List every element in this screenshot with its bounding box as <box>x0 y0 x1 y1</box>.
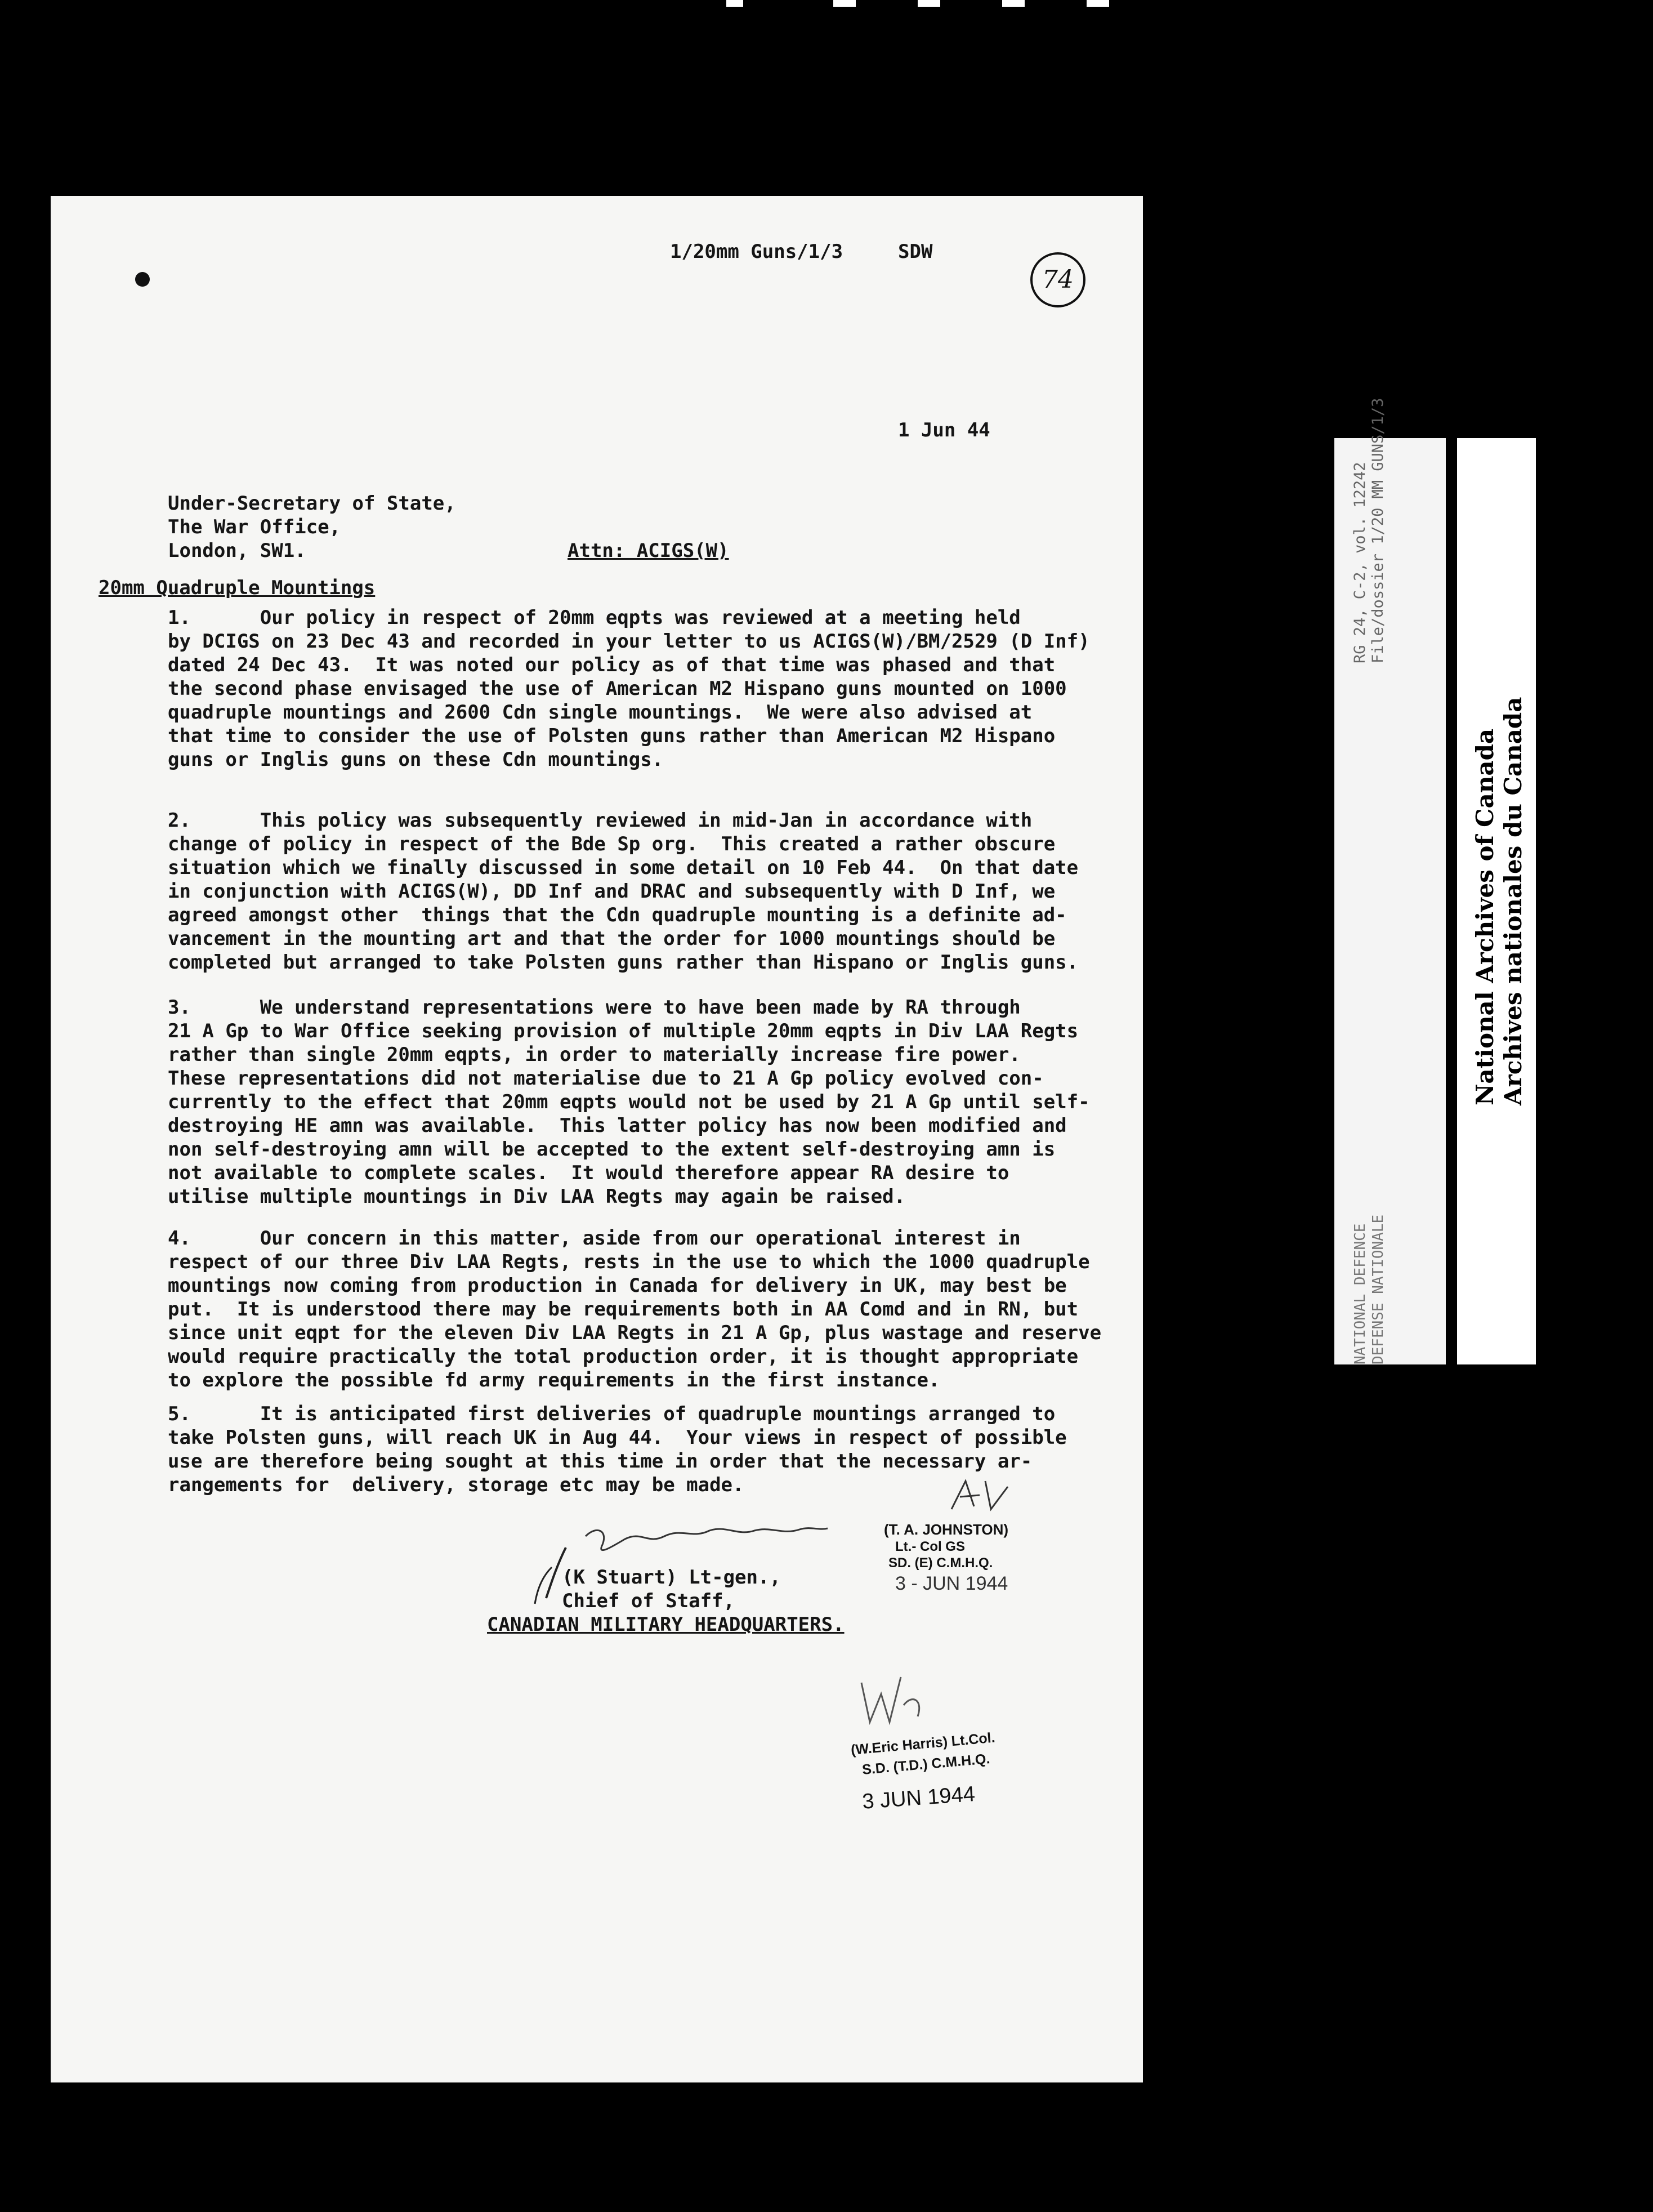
file-code: SDW <box>898 240 933 263</box>
stamp-harris-name: (W.Eric Harris) Lt.Col. <box>850 1729 996 1758</box>
letter-date: 1 Jun 44 <box>898 419 990 441</box>
paragraph-1: 1. Our policy in respect of 20mm eqpts was reviewed at a meeting held by DCIGS on 23 Dec 43 and recorded in your letter to us ACIGS(W)/BM/2529 (D Inf) dated 24 Dec 43. It was noted our policy as of that time was phased and that the second phase envisaged the use of American M2 Hispano guns mounted on 1000 quadruple mountings and 2600 Cdn single mountings. We were also advised at that time to consider the use of Polsten guns rather than American M2 Hispano guns or Inglis guns on these Cdn mountings. <box>168 606 1090 771</box>
stamp-johnston-rank: Lt.- Col GS <box>895 1539 965 1554</box>
file-reference: 1/20mm Guns/1/3 <box>670 240 843 263</box>
stamp-harris-office: S.D. (T.D.) C.M.H.Q. <box>861 1751 991 1778</box>
paragraph-5: 5. It is anticipated first deliveries of quadruple mountings arranged to take Polsten guns, will reach UK in Aug 44. Your views in respect of possible use are therefore being sought at this time in order that the necessary ar- rangements for delivery, storage etc may be made. <box>168 1403 1067 1496</box>
ministry-line-2: DEFENSE NATIONALE <box>1370 1214 1387 1364</box>
archive-reference-line-2: File/dossier 1/20 MM GUNS/1/3 <box>1369 398 1387 663</box>
institution-name-fr: Archives nationales du Canada <box>1499 697 1527 1105</box>
archive-reference-strip <box>1334 398 1450 1364</box>
page-number-circled: 74 <box>1030 252 1085 307</box>
subject-heading: 20mm Quadruple Mountings <box>99 577 376 599</box>
signatory-title: Chief of Staff, <box>562 1590 735 1612</box>
archive-institution-strip <box>1457 438 1536 1364</box>
initials-harris <box>850 1666 935 1733</box>
ministry-line-1: NATIONAL DEFENCE <box>1352 1223 1369 1364</box>
stamp-johnston-date: 3 - JUN 1944 <box>895 1573 1008 1594</box>
institution-name-en: National Archives of Canada <box>1471 728 1499 1105</box>
initials-johnston <box>940 1475 1019 1520</box>
paragraph-2: 2. This policy was subsequently reviewed in mid-Jan in accordance with change of policy in respect of the Bde Sp org. This created a rather obscure situation which we finally discussed in some detail on 10 Feb 44. On that date in conjunction with ACIGS(W), DD Inf and DRAC and subsequently with D Inf, we agreed amongst other things that the Cdn quadruple mounting is a definite ad- vancement in the mounting art and that the order for 1000 mountings should be completed but arranged to take Polsten guns rather than Hispano or Inglis guns. <box>168 809 1079 974</box>
stamp-harris-date: 3 JUN 1944 <box>861 1782 976 1814</box>
archive-reference-line-1: RG 24, C-2, vol. 12242 <box>1351 462 1369 663</box>
paragraph-4: 4. Our concern in this matter, aside from our operational interest in respect of our three Div LAA Regts, rests in the use to which the 1000 quadruple mountings now coming from production in Canada for delivery in UK, may best be put. It is understood there may be requirements both in AA Comd and in RN, but since unit eqpt for the eleven Div LAA Regts in 21 A Gp, plus wastage and reserve would require practically the total production order, it is thought appropriate to explore the possible fd army requirements in the first instance. <box>168 1227 1102 1392</box>
paragraph-3: 3. We understand representations were to have been made by RA through 21 A Gp to War Office seeking provision of multiple 20mm eqpts in Div LAA Regts rather than single 20mm eqpts, in order to materially increase fire power. These representations did not materialise due to 21 A Gp policy evolved con- currently to the effect that 20mm eqpts would not be used by 21 A Gp until self- destroying HE amn was available. This latter policy has now been modified and non self-destroying amn will be accepted to the extent self-destroying amn is not available to complete scales. It would therefore appear RA desire to utilise multiple mountings in Div LAA Regts may again be raised. <box>168 996 1090 1208</box>
address-line-3: London, SW1. <box>168 539 306 562</box>
signatory-organization: CANADIAN MILITARY HEADQUARTERS. <box>487 1613 845 1636</box>
stamp-johnston-office: SD. (E) C.M.H.Q. <box>888 1555 993 1571</box>
address-line-1: Under-Secretary of State, <box>168 492 456 515</box>
punch-hole <box>135 272 150 287</box>
letter-page <box>51 196 1143 2082</box>
address-line-2: The War Office, <box>168 516 341 538</box>
attention-line: Attn: ACIGS(W) <box>568 539 729 562</box>
scan-edge-marks <box>726 0 1120 7</box>
signatory-name: (K Stuart) Lt-gen., <box>562 1566 781 1589</box>
stamp-johnston-name: (T. A. JOHNSTON) <box>884 1521 1009 1538</box>
label-divider <box>1446 438 1454 1364</box>
